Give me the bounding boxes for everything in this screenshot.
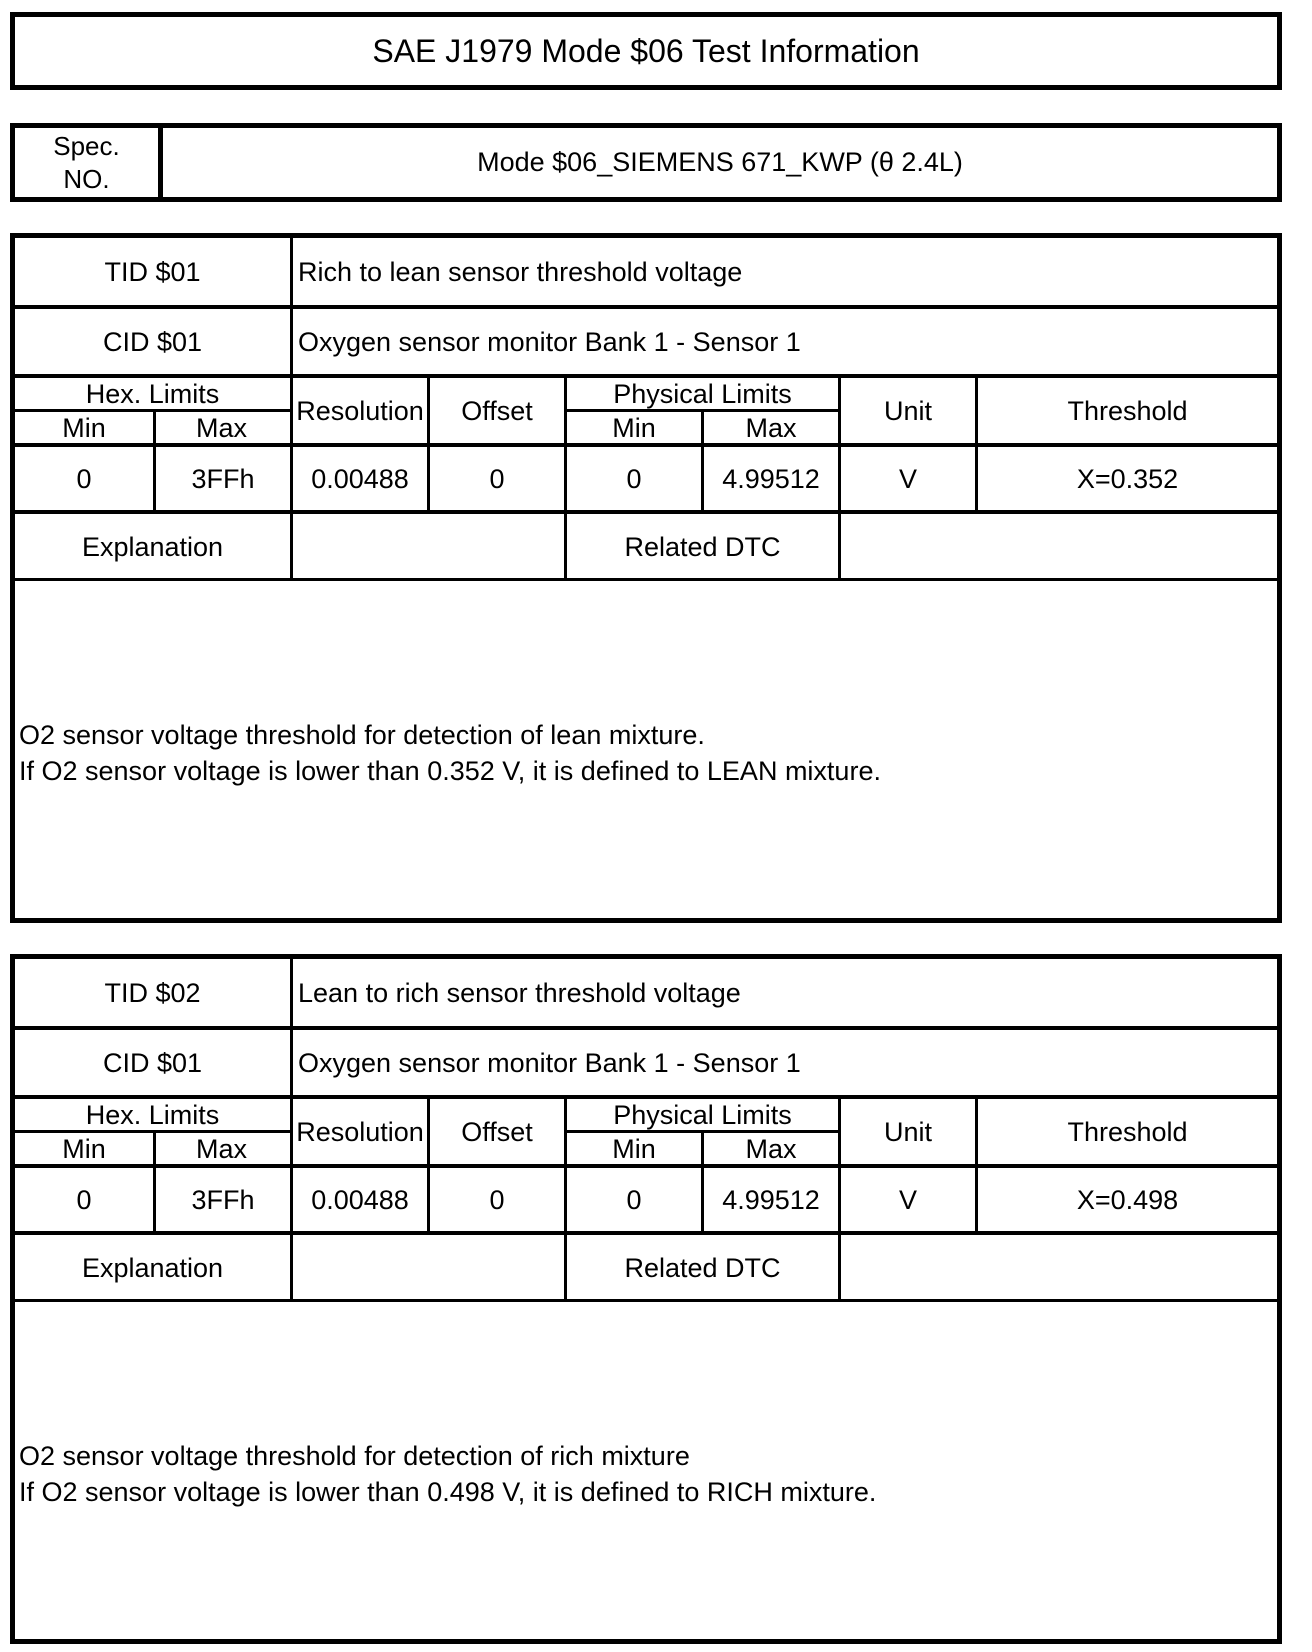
phys-min-value-text: 0 <box>626 1184 642 1215</box>
hex-min-header-text: Min <box>62 412 106 443</box>
divider <box>975 375 978 511</box>
threshold-value <box>978 1168 1277 1232</box>
resolution-header-text: Resolution <box>296 1116 424 1147</box>
divider <box>153 1130 156 1232</box>
divider <box>427 1096 430 1232</box>
resolution-value-text: 0.00488 <box>311 1184 409 1215</box>
explanation-label-text: Explanation <box>81 531 224 562</box>
hex-min-value-text: 0 <box>76 463 92 494</box>
hex-max-header <box>153 1133 290 1165</box>
resolution-header-text: Resolution <box>296 395 424 426</box>
offset-value <box>430 1168 564 1232</box>
divider <box>838 1232 841 1300</box>
offset-header-text: Offset <box>461 395 533 426</box>
hex-min-value-text: 0 <box>76 1184 92 1215</box>
divider <box>564 1232 567 1300</box>
phys-min-value <box>567 1168 701 1232</box>
hex-max-value <box>156 447 290 511</box>
divider <box>838 375 841 511</box>
explanation-line: If O2 sensor voltage is lower than 0.498 V, it is defined to RICH mixture. <box>19 1477 877 1507</box>
cid-description-text: Oxygen sensor monitor Bank 1 - Sensor 1 <box>298 1047 801 1078</box>
physical-limits-header <box>567 378 838 410</box>
explanation-label-text: Explanation <box>81 1252 224 1283</box>
offset-header-text: Offset <box>461 1116 533 1147</box>
divider <box>564 511 567 579</box>
related-dtc-label-text: Related DTC <box>624 1252 781 1283</box>
phys-max-header <box>704 1133 838 1165</box>
cid-description-text: Oxygen sensor monitor Bank 1 - Sensor 1 <box>298 326 801 357</box>
divider <box>701 409 704 511</box>
test-section-1 <box>10 233 1282 923</box>
phys-min-value-text: 0 <box>626 463 642 494</box>
tid-description-text: Lean to rich sensor threshold voltage <box>298 977 741 1008</box>
phys-max-value <box>704 1168 838 1232</box>
explanation-label <box>15 514 290 580</box>
document-title <box>10 12 1282 90</box>
cid-label <box>15 1030 290 1096</box>
cid-description <box>293 309 1277 375</box>
divider <box>427 375 430 511</box>
explanation-body <box>19 608 1273 918</box>
offset-value <box>430 447 564 511</box>
divider <box>15 578 1277 581</box>
phys-min-header-text: Min <box>612 1133 656 1164</box>
divider <box>15 1299 1277 1302</box>
offset-value-text: 0 <box>489 463 505 494</box>
threshold-value <box>978 447 1277 511</box>
phys-max-value-text: 4.99512 <box>722 463 820 494</box>
explanation-line: If O2 sensor voltage is lower than 0.352 V, it is defined to LEAN mixture. <box>19 756 881 786</box>
related-dtc-value <box>841 1235 1277 1301</box>
resolution-header <box>293 378 427 444</box>
divider <box>290 375 293 511</box>
hex-min-header-text: Min <box>62 1133 106 1164</box>
divider <box>838 511 841 579</box>
hex-max-header <box>153 412 290 444</box>
phys-min-value <box>567 447 701 511</box>
explanation-label <box>15 1235 290 1301</box>
offset-value-text: 0 <box>489 1184 505 1215</box>
divider <box>564 1096 567 1232</box>
hex-min-value <box>15 447 153 511</box>
hex-limits-header-text: Hex. Limits <box>85 378 220 409</box>
spec-label-line1: Spec. <box>53 131 120 161</box>
hex-limits-header <box>15 1099 290 1131</box>
divider <box>701 1130 704 1232</box>
unit-value-text: V <box>898 463 917 494</box>
unit-header-text: Unit <box>883 1116 932 1147</box>
tid-label <box>15 238 290 306</box>
tid-label <box>15 959 290 1027</box>
divider <box>290 1096 293 1232</box>
hex-min-header <box>15 1133 153 1165</box>
divider <box>290 238 293 375</box>
phys-max-header-text: Max <box>745 1133 797 1164</box>
cid-label-text: CID $01 <box>102 1047 203 1078</box>
offset-header <box>430 378 564 444</box>
threshold-value-text: X=0.498 <box>1076 1184 1179 1215</box>
explanation-body <box>19 1329 1273 1639</box>
divider <box>290 511 293 579</box>
divider <box>564 375 567 511</box>
phys-max-header <box>704 412 838 444</box>
phys-max-value <box>704 447 838 511</box>
threshold-header <box>978 378 1277 444</box>
cid-label-text: CID $01 <box>102 326 203 357</box>
physical-limits-header <box>567 1099 838 1131</box>
spec-number-box <box>10 123 1282 202</box>
tid-description-text: Rich to lean sensor threshold voltage <box>298 256 743 287</box>
related-dtc-value <box>841 514 1277 580</box>
resolution-value <box>293 1168 427 1232</box>
threshold-value-text: X=0.352 <box>1076 463 1179 494</box>
phys-max-header-text: Max <box>745 412 797 443</box>
test-section-2 <box>10 954 1282 1644</box>
resolution-header <box>293 1099 427 1165</box>
spec-label <box>15 128 163 197</box>
divider <box>290 1232 293 1300</box>
related-dtc-label <box>567 1235 838 1301</box>
unit-value-text: V <box>898 1184 917 1215</box>
hex-max-value-text: 3FFh <box>191 463 255 494</box>
divider <box>838 1096 841 1232</box>
unit-value <box>841 447 975 511</box>
divider <box>153 409 156 511</box>
resolution-value-text: 0.00488 <box>311 463 409 494</box>
physical-limits-header-text: Physical Limits <box>613 378 792 409</box>
divider <box>975 1096 978 1232</box>
unit-header <box>841 378 975 444</box>
phys-min-header-text: Min <box>612 412 656 443</box>
resolution-value <box>293 447 427 511</box>
cid-label <box>15 309 290 375</box>
hex-max-value-text: 3FFh <box>191 1184 255 1215</box>
cid-description <box>293 1030 1277 1096</box>
explanation-line: O2 sensor voltage threshold for detection of rich mixture <box>19 1441 690 1471</box>
unit-header-text: Unit <box>883 395 932 426</box>
hex-max-header-text: Max <box>195 412 247 443</box>
explanation-line: O2 sensor voltage threshold for detection of lean mixture. <box>19 720 705 750</box>
unit-value <box>841 1168 975 1232</box>
threshold-header-text: Threshold <box>1067 1116 1188 1147</box>
offset-header <box>430 1099 564 1165</box>
unit-header <box>841 1099 975 1165</box>
tid-label-text: TID $01 <box>104 256 201 287</box>
explanation-value <box>293 514 564 580</box>
explanation-value <box>293 1235 564 1301</box>
tid-description <box>293 959 1277 1027</box>
hex-limits-header <box>15 378 290 410</box>
spec-value <box>163 128 1277 197</box>
related-dtc-label <box>567 514 838 580</box>
threshold-header <box>978 1099 1277 1165</box>
physical-limits-header-text: Physical Limits <box>613 1099 792 1130</box>
phys-max-value-text: 4.99512 <box>722 1184 820 1215</box>
hex-max-header-text: Max <box>195 1133 247 1164</box>
document-title-text: SAE J1979 Mode $06 Test Information <box>372 32 920 69</box>
spec-value-text: Mode $06_SIEMENS 671_KWP (θ 2.4L) <box>477 147 963 177</box>
spec-label-line2: NO. <box>63 163 110 194</box>
phys-min-header <box>567 412 701 444</box>
hex-min-value <box>15 1168 153 1232</box>
hex-max-value <box>156 1168 290 1232</box>
hex-min-header <box>15 412 153 444</box>
phys-min-header <box>567 1133 701 1165</box>
tid-label-text: TID $02 <box>104 977 201 1008</box>
threshold-header-text: Threshold <box>1067 395 1188 426</box>
related-dtc-label-text: Related DTC <box>624 531 781 562</box>
tid-description <box>293 238 1277 306</box>
hex-limits-header-text: Hex. Limits <box>85 1099 220 1130</box>
divider <box>290 959 293 1096</box>
